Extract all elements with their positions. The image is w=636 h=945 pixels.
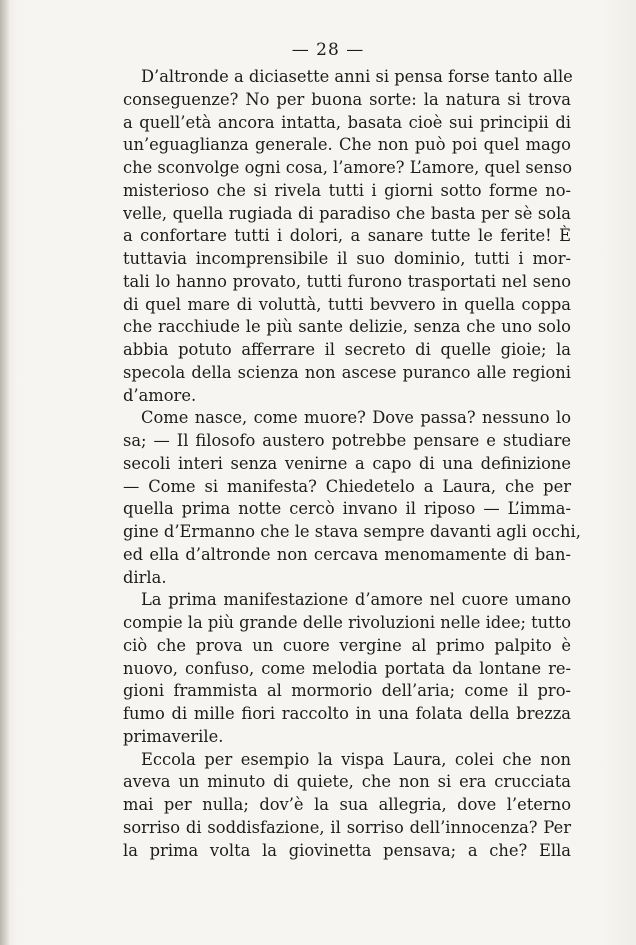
text-line: ed ella d’altronde non cercava menomamente di ban- bbox=[123, 544, 571, 564]
text-line: La prima manifestazione d’amore nel cuore umano bbox=[141, 590, 571, 610]
text-line: nuovo, confuso, come melodia portata da lontane re- bbox=[123, 658, 571, 678]
text-line: secoli interi senza venirne a capo di una definizione bbox=[123, 453, 571, 473]
text-line: a quell’età ancora intatta, basata cioè sui principii di bbox=[123, 112, 571, 132]
text-line: compie la più grande delle rivoluzioni nelle idee; tutto bbox=[123, 613, 572, 632]
text-line: sorriso di soddisfazione, il sorriso dell’innocenza? Per bbox=[123, 817, 571, 837]
text-line: ciò che prova un cuore vergine al primo palpito è bbox=[123, 635, 571, 655]
body-text bbox=[123, 66, 581, 862]
text-line: gine d’Ermanno che le stava sempre davanti agli occhi, bbox=[123, 522, 581, 541]
text-line: Come nasce, come muore? Dove passa? nessuno lo bbox=[141, 408, 571, 428]
binding-edge bbox=[0, 0, 10, 945]
paragraph-3 bbox=[123, 589, 571, 748]
text-line: — Come si manifesta? Chiedetelo a Laura, che per bbox=[123, 476, 571, 496]
text-line: misterioso che si rivela tutti i giorni sotto forme no- bbox=[123, 180, 571, 200]
text-line: di quel mare di voluttà, tutti bevvero in quella coppa bbox=[123, 294, 571, 314]
text-line: gioni frammista al mormorio dell’aria; come il pro- bbox=[123, 681, 571, 701]
paragraph-1 bbox=[123, 66, 571, 407]
text-line: la prima volta la giovinetta pensava; a che? Ella bbox=[123, 840, 571, 860]
text-line: specola della scienza non ascese puranco alle regioni bbox=[123, 362, 571, 382]
text-line: a confortare tutti i dolori, a sanare tutte le ferite! È bbox=[123, 226, 571, 246]
text-line: fumo di mille fiori raccolto in una folata della brezza bbox=[123, 704, 571, 723]
text-line: dirla. bbox=[123, 567, 167, 587]
text-line: velle, quella rugiada di paradiso che basta per sè sola bbox=[123, 203, 571, 223]
text-line: quella prima notte cercò invano il riposo — L’imma- bbox=[123, 499, 571, 519]
page-number: — 28 — bbox=[291, 40, 365, 60]
paragraph-2 bbox=[123, 407, 581, 589]
text-line: che sconvolge ogni cosa, l’amore? L’amore, quel senso bbox=[123, 158, 573, 177]
text-line: abbia potuto afferrare il secreto di quelle gioie; la bbox=[123, 340, 571, 359]
paragraph-4 bbox=[123, 749, 571, 863]
text-line: d’amore. bbox=[123, 385, 197, 405]
text-line: tuttavia incomprensibile il suo dominio, tutti i mor- bbox=[123, 249, 571, 268]
text-line: un’eguaglianza generale. Che non può poi quel mago bbox=[123, 135, 571, 155]
text-line: primaverile. bbox=[123, 726, 224, 746]
text-line: mai per nulla; dov’è la sua allegria, dove l’eterno bbox=[123, 795, 571, 814]
text-line: Eccola per esempio la vispa Laura, colei che non bbox=[141, 749, 571, 769]
text-line: D’altronde a diciasette anni si pensa forse tanto alle bbox=[141, 67, 573, 86]
text-line: sa; — Il filosofo austero potrebbe pensare e studiare bbox=[123, 431, 571, 450]
text-line: conseguenze? No per buona sorte: la natura si trova bbox=[123, 89, 571, 109]
text-line: tali lo hanno provato, tutti furono trasportati nel seno bbox=[123, 271, 571, 291]
text-line: aveva un minuto di quiete, che non si era crucciata bbox=[123, 772, 571, 792]
text-line: che racchiude le più sante delizie, senza che uno solo bbox=[123, 317, 571, 337]
